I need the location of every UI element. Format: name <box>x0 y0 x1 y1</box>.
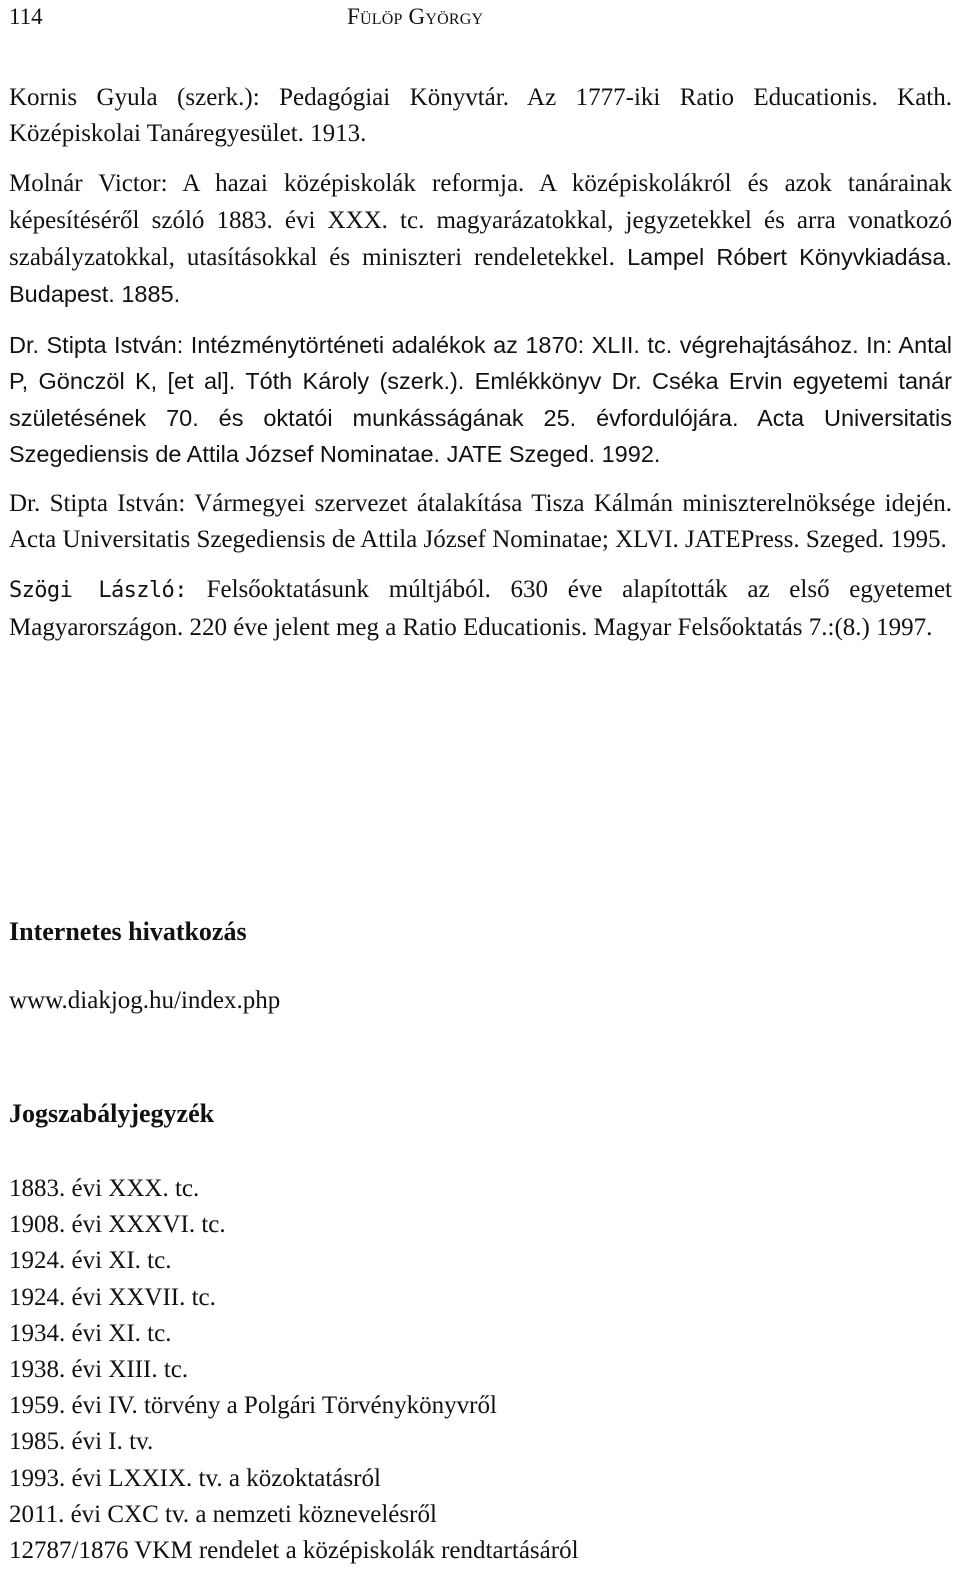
law-item: 2011. évi CXC tv. a nemzeti köznevelésről <box>9 1500 437 1528</box>
reference-szogi-title: Felsőoktatásunk múltjából. 630 éve alapították az első egyetemet Magyarországon. 220 éve jelent meg a Ratio Educationis. Magyar Felsőoktatás 7.:(8.) 1997. <box>9 576 952 641</box>
reference-molnar-main: Molnár Victor: A hazai középiskolák reformja. A középiskolákról és azok tanárainak képesítéséről szóló 1883. évi XXX. tc. magyarázatokkal, jegyzetekkel és arra vonatkozó szabályzatokkal, utasításokkal és miniszteri rendeletekkel. <box>9 170 952 271</box>
reference-kornis: Kornis Gyula (szerk.): Pedagógiai Könyvtár. Az 1777-iki Ratio Educationis. Kath. Középiskolai Tanáregyesület. 1913. <box>9 84 952 148</box>
law-item: 1993. évi LXXIX. tv. a közoktatásról <box>9 1464 381 1492</box>
law-item: 12787/1876 VKM rendelet a középiskolák rendtartásáról <box>9 1537 579 1565</box>
page-header <box>9 0 952 40</box>
reference-stipta-1995: Dr. Stipta István: Vármegyei szervezet átalakítása Tisza Kálmán miniszterelnöksége idején. Acta Universitatis Szegediensis de Attila József Nominatae; XLVI. JATEPress. Szeged. 1995. <box>9 490 952 554</box>
reference-szogi-author: Szögi László: <box>9 578 187 604</box>
reference-stipta-1992: Dr. Stipta István: Intézménytörténeti adalékok az 1870: XLII. tc. végrehajtásához. In: Antal P, Gönczöl K, [et al]. Tóth Károly (szerk.). Emlékkönyv Dr. Cséka Ervin egyetemi tanár születésének 70. és oktatói munkásságának 25. évfordulójára. Acta Universitatis Szegediensis de Attila József Nominatae. JATE Szeged. 1992. <box>9 332 952 467</box>
reference-szogi <box>9 572 952 645</box>
page-number: 114 <box>9 4 43 29</box>
internet-section-title: Internetes hivatkozás <box>9 917 247 946</box>
document-page <box>9 0 952 1565</box>
laws-list <box>9 1171 579 1569</box>
law-item: 1924. évi XXVII. tc. <box>9 1283 216 1311</box>
laws-section-title: Jogszabályjegyzék <box>9 1099 215 1128</box>
law-item: 1934. évi XI. tc. <box>9 1319 172 1347</box>
internet-link[interactable]: www.diakjog.hu/index.php <box>9 987 281 1014</box>
law-item: 1959. évi IV. törvény a Polgári Törvénykönyvről <box>9 1392 497 1420</box>
law-item: 1883. évi XXX. tc. <box>9 1175 200 1202</box>
reference-molnar-publisher: Lampel Róbert Könyvkiadása. Budapest. 1885. <box>9 243 952 308</box>
reference-molnar <box>9 166 952 313</box>
law-item: 1908. évi XXXVI. tc. <box>9 1211 226 1239</box>
law-item: 1985. évi I. tv. <box>9 1428 154 1456</box>
law-item: 1924. évi XI. tc. <box>9 1247 172 1275</box>
law-item: 1938. évi XIII. tc. <box>9 1356 189 1384</box>
running-head: Fülöp György <box>347 4 484 29</box>
reference-list <box>9 80 952 646</box>
